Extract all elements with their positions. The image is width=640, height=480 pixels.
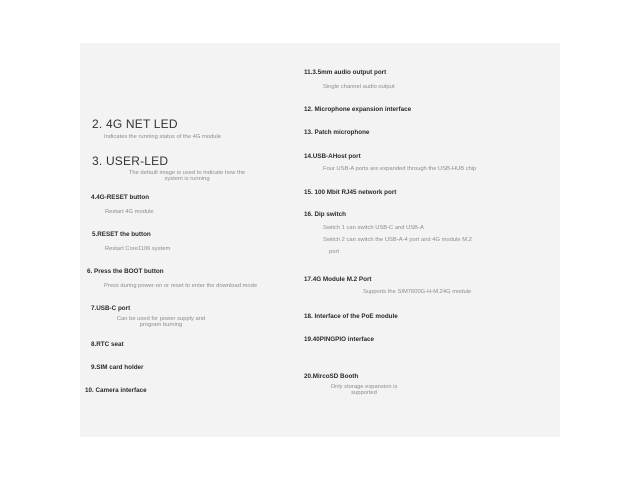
item-title: 11.3.5mm audio output port [304, 69, 387, 76]
item-poe-module-interface [304, 313, 398, 320]
item-desc: Indicates the running status of the 4G module [104, 134, 221, 140]
item-desc-line: program burning [139, 322, 183, 328]
item-microsd-booth [304, 373, 406, 396]
item-audio-output-port [304, 69, 395, 90]
item-title: 7.USB-C port [91, 305, 131, 312]
item-desc: Press during power-on or reset to enter the download mode [104, 283, 258, 289]
item-camera-interface [85, 387, 147, 394]
item-desc-line: port [329, 249, 339, 255]
item-microphone-expansion [304, 106, 411, 113]
item-title: 17.4G Module M.2 Port [304, 276, 372, 283]
item-desc: Restart Core1106 system [105, 246, 171, 252]
item-rtc-seat [91, 341, 124, 348]
item-title: 12. Microphone expansion interface [304, 106, 412, 113]
item-usb-a-host-port [304, 153, 476, 172]
item-title: 5.RESET the button [92, 231, 151, 238]
item-title: 2. 4G NET LED [92, 117, 178, 131]
item-title: 6. Press the BOOT button [87, 268, 164, 275]
item-dip-switch [304, 211, 472, 255]
item-boot-button [87, 268, 257, 289]
item-usb-c-port [91, 305, 221, 328]
item-title: 13. Patch microphone [304, 129, 370, 136]
item-desc: Supports the SIM7600G-H-M.24G module [363, 289, 472, 295]
item-4g-reset-button [91, 194, 154, 215]
item-desc-line: Only storage expansion is [330, 384, 398, 390]
item-patch-microphone [304, 129, 369, 136]
item-title: 10. Camera interface [85, 387, 147, 394]
item-title: 19.40PINGPIO interface [304, 336, 374, 343]
item-desc: Restart 4G module [105, 209, 154, 215]
item-title: 4.4G-RESET button [91, 194, 150, 201]
item-title: 15. 100 Mbit RJ45 network port [304, 189, 397, 196]
item-desc-line: Switch 1 can switch USB-C and USB-A [323, 225, 424, 231]
item-title: 14.USB-AHost port [304, 153, 361, 160]
item-title: 18. Interface of the PoE module [304, 313, 398, 320]
item-desc-line: supported [351, 390, 377, 396]
item-4g-net-led [92, 117, 221, 140]
item-desc-line: Can be used for power supply and [116, 316, 206, 322]
item-gpio-interface [304, 336, 374, 343]
item-title: 3. USER-LED [92, 154, 169, 168]
item-desc: Four USB-A ports are expanded through the USB-HUB chip [323, 166, 477, 172]
item-desc-line: Switch 2 can switch the USB-A-4 port and 4G module M.2 [323, 237, 472, 243]
item-desc-line: The default image is used to indicate how the [128, 170, 246, 176]
item-title: 20.MircoSD Booth [304, 373, 359, 380]
item-reset-button [92, 231, 170, 252]
item-user-led [92, 154, 262, 182]
item-sim-card-holder [91, 364, 144, 371]
item-title: 9.SIM card holder [91, 364, 144, 371]
item-title: 16. Dip switch [304, 211, 346, 218]
item-desc-line: system is running [164, 176, 210, 182]
item-title: 8.RTC seat [91, 341, 124, 348]
item-desc: Single channel audio output [323, 84, 395, 90]
item-4g-module-m2-port [304, 276, 471, 295]
item-rj45-network-port [304, 189, 396, 196]
